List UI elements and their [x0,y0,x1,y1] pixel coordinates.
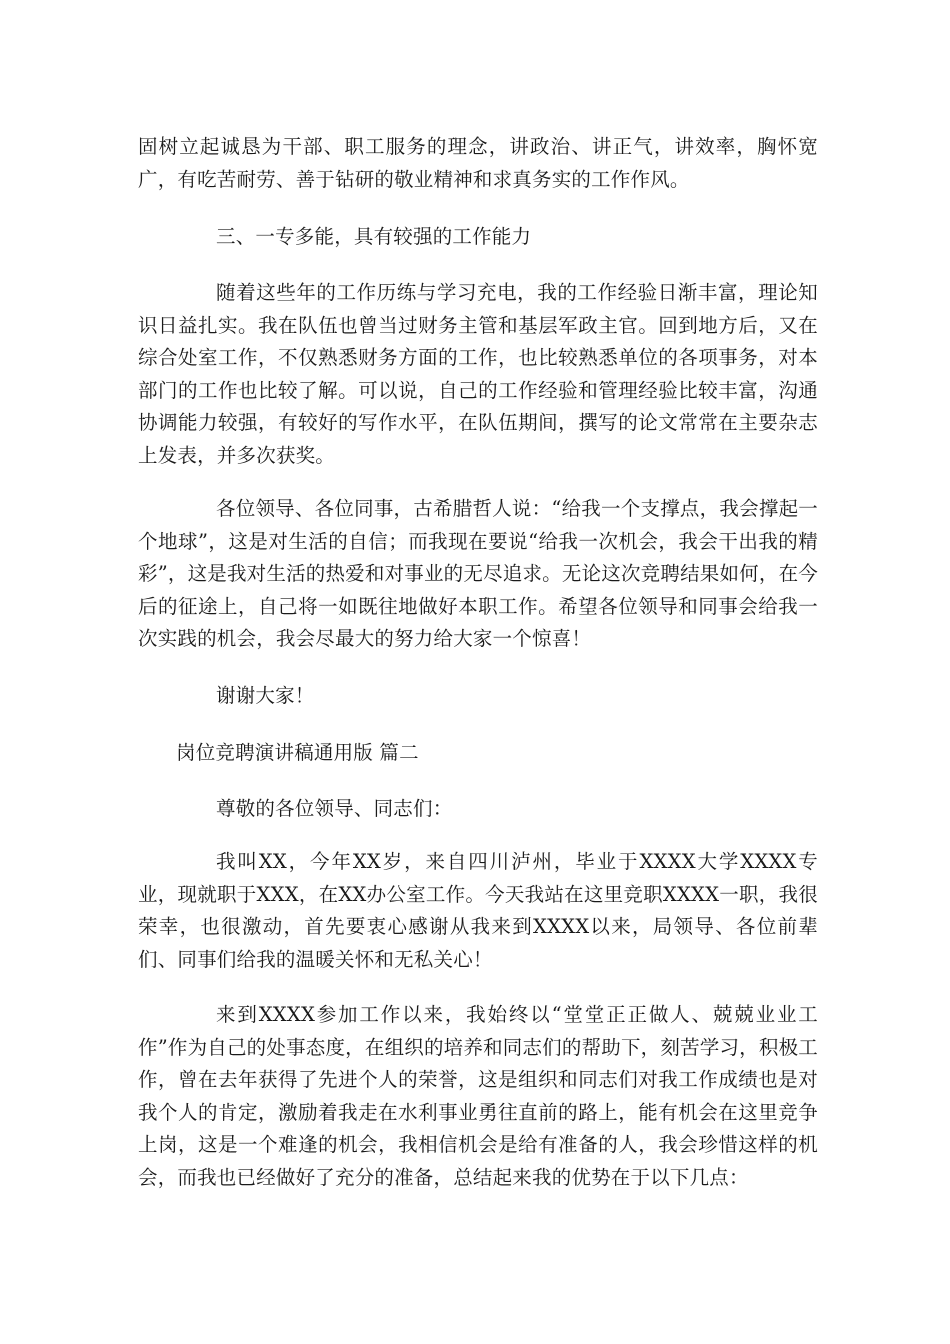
paragraph-3: 各位领导、各位同事，古希腊哲人说：“给我一个支撑点，我会撑起一个地球”，这是对生活的自信；而我现在要说“给我一次机会，我会干出我的精彩”，这是我对生活的热爱和对事业的无尽追求。无论这次竞聘结果如何，在今后的征途上，自己将一如既往地做好本职工作。希望各位领导和同事会给我一次实践的机会，我会尽最大的努力给大家一个惊喜！ [138,497,818,650]
section-heading-3: 三、一专多能，具有较强的工作能力 [216,225,532,248]
section-title: 岗位竞聘演讲稿通用版 篇二 [176,741,419,764]
paragraph-1: 固树立起诚恳为干部、职工服务的理念，讲政治、讲正气，讲效率，胸怀宽广，有吃苦耐劳、善于钻研的敬业精神和求真务实的工作作风。 [138,135,818,191]
paragraph-2: 随着这些年的工作历练与学习充电，我的工作经验日渐丰富，理论知识日益扎实。我在队伍也曾当过财务主管和基层军政主官。回到地方后，又在综合处室工作，不仅熟悉财务方面的工作，也比较熟悉单位的各项事务，对本部门的工作也比较了解。可以说，自己的工作经验和管理经验比较丰富，沟通协调能力较强，有较好的写作水平，在队伍期间，撰写的论文常常在主要杂志上发表，并多次获奖。 [138,281,818,467]
greeting-line: 尊敬的各位领导、同志们： [216,797,453,820]
thanks-line: 谢谢大家！ [216,684,315,707]
paragraph-4: 我叫XX，今年XX岁，来自四川泸州，毕业于XXXX大学XXXX专业，现就职于XXX，在XX办公室工作。今天我站在这里竞职XXXX一职，我很荣幸，也很激动，首先要衷心感谢从我来到XXXX以来，局领导、各位前辈们、同事们给我的温暖关怀和无私关心！ [138,850,818,971]
paragraph-5: 来到XXXX参加工作以来，我始终以“堂堂正正做人、兢兢业业工作”作为自己的处事态度，在组织的培养和同志们的帮助下，刻苦学习，积极工作，曾在去年获得了先进个人的荣誉，这是组织和同志们对我工作成绩也是对我个人的肯定，激励着我走在水利事业勇往直前的路上，能有机会在这里竞争上岗，这是一个难逢的机会，我相信机会是给有准备的人，我会珍惜这样的机会，而我也已经做好了充分的准备，总结起来我的优势在于以下几点： [138,1003,818,1189]
